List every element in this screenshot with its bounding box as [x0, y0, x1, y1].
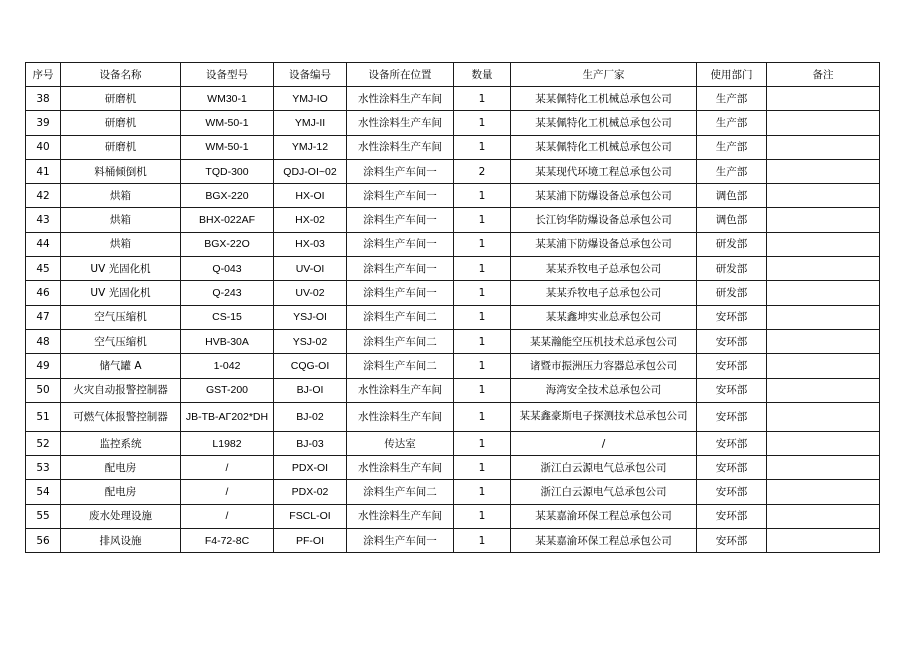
name-cell: 烘箱 [61, 232, 181, 256]
header-quantity: 数量 [454, 63, 511, 87]
department-cell: 研发部 [697, 232, 767, 256]
location-cell: 涂料生产车间一 [347, 257, 454, 281]
department-cell: 安环部 [697, 329, 767, 353]
code-cell: UV-OI [274, 257, 347, 281]
table-row [26, 232, 880, 256]
table-row [26, 378, 880, 402]
code-cell: BJ-02 [274, 402, 347, 431]
name-cell: 空气压缩机 [61, 329, 181, 353]
seq-cell: 54 [26, 480, 61, 504]
quantity-cell: 1 [454, 456, 511, 480]
manufacturer-cell: 浙江白云源电气总承包公司 [511, 456, 697, 480]
note-cell [767, 232, 880, 256]
seq-cell: 56 [26, 529, 61, 553]
location-cell: 涂料生产车间二 [347, 354, 454, 378]
model-cell: F4-72-8C [181, 529, 274, 553]
note-cell [767, 431, 880, 455]
quantity-cell: 1 [454, 329, 511, 353]
department-cell: 研发部 [697, 257, 767, 281]
manufacturer-cell: 浙江白云源电气总承包公司 [511, 480, 697, 504]
department-cell: 研发部 [697, 281, 767, 305]
note-cell [767, 135, 880, 159]
manufacturer-cell: 某某乔牧电子总承包公司 [511, 257, 697, 281]
location-cell: 水性涂料生产车间 [347, 504, 454, 528]
seq-cell: 49 [26, 354, 61, 378]
quantity-cell: 1 [454, 111, 511, 135]
model-cell: / [181, 480, 274, 504]
quantity-cell: 1 [454, 281, 511, 305]
manufacturer-cell: 某某乔牧电子总承包公司 [511, 281, 697, 305]
table-row [26, 87, 880, 111]
seq-cell: 48 [26, 329, 61, 353]
model-cell: BGX-22O [181, 232, 274, 256]
location-cell: 涂料生产车间二 [347, 480, 454, 504]
code-cell: YSJ-OI [274, 305, 347, 329]
model-cell: Q-043 [181, 257, 274, 281]
quantity-cell: 1 [454, 305, 511, 329]
name-cell: 研磨机 [61, 135, 181, 159]
manufacturer-cell: 某某鑫豪斯电子探测技术总承包公司 [511, 402, 697, 431]
name-cell: 研磨机 [61, 111, 181, 135]
table-row [26, 480, 880, 504]
manufacturer-cell: 某某瀚能空压机技术总承包公司 [511, 329, 697, 353]
department-cell: 调色部 [697, 184, 767, 208]
name-cell: 配电房 [61, 456, 181, 480]
code-cell: HX-OI [274, 184, 347, 208]
name-cell: 空气压缩机 [61, 305, 181, 329]
code-cell: HX-02 [274, 208, 347, 232]
quantity-cell: 1 [454, 354, 511, 378]
code-cell: CQG-OI [274, 354, 347, 378]
note-cell [767, 111, 880, 135]
location-cell: 水性涂料生产车间 [347, 135, 454, 159]
code-cell: BJ-OI [274, 378, 347, 402]
model-cell: WM30-1 [181, 87, 274, 111]
location-cell: 水性涂料生产车间 [347, 402, 454, 431]
code-cell: YMJ-II [274, 111, 347, 135]
note-cell [767, 305, 880, 329]
quantity-cell: 1 [454, 431, 511, 455]
location-cell: 水性涂料生产车间 [347, 87, 454, 111]
name-cell: 废水处理设施 [61, 504, 181, 528]
seq-cell: 38 [26, 87, 61, 111]
manufacturer-cell: 某某佩特化工机械总承包公司 [511, 135, 697, 159]
table-row [26, 504, 880, 528]
department-cell: 生产部 [697, 135, 767, 159]
table-row [26, 354, 880, 378]
manufacturer-cell: 某某现代环境工程总承包公司 [511, 159, 697, 183]
name-cell: 烘箱 [61, 184, 181, 208]
manufacturer-cell: 海湾安全技术总承包公司 [511, 378, 697, 402]
note-cell [767, 159, 880, 183]
department-cell: 安环部 [697, 480, 767, 504]
note-cell [767, 281, 880, 305]
quantity-cell: 1 [454, 257, 511, 281]
header-equipment-name: 设备名称 [61, 63, 181, 87]
model-cell: Q-243 [181, 281, 274, 305]
department-cell: 安环部 [697, 378, 767, 402]
department-cell: 调色部 [697, 208, 767, 232]
table-row [26, 431, 880, 455]
department-cell: 安环部 [697, 305, 767, 329]
note-cell [767, 378, 880, 402]
manufacturer-cell: 某某浦下防爆设备总承包公司 [511, 232, 697, 256]
location-cell: 涂料生产车间二 [347, 305, 454, 329]
model-cell: WM-50-1 [181, 111, 274, 135]
model-cell: HVB-30A [181, 329, 274, 353]
code-cell: UV-02 [274, 281, 347, 305]
code-cell: YMJ-IO [274, 87, 347, 111]
department-cell: 生产部 [697, 87, 767, 111]
code-cell: PDX-OI [274, 456, 347, 480]
code-cell: YSJ-02 [274, 329, 347, 353]
note-cell [767, 480, 880, 504]
note-cell [767, 456, 880, 480]
header-department: 使用部门 [697, 63, 767, 87]
table-body [26, 87, 880, 553]
seq-cell: 52 [26, 431, 61, 455]
department-cell: 安环部 [697, 402, 767, 431]
manufacturer-cell: 长江钧华防爆设备总承包公司 [511, 208, 697, 232]
quantity-cell: 1 [454, 402, 511, 431]
department-cell: 安环部 [697, 431, 767, 455]
department-cell: 生产部 [697, 159, 767, 183]
table-row [26, 329, 880, 353]
table-row [26, 456, 880, 480]
table-header-row [26, 63, 880, 87]
note-cell [767, 329, 880, 353]
quantity-cell: 1 [454, 135, 511, 159]
quantity-cell: 1 [454, 378, 511, 402]
seq-cell: 55 [26, 504, 61, 528]
seq-cell: 44 [26, 232, 61, 256]
model-cell: BHX-022AF [181, 208, 274, 232]
name-cell: 可燃气体报警控制器 [61, 402, 181, 431]
code-cell: HX-03 [274, 232, 347, 256]
seq-cell: 47 [26, 305, 61, 329]
table-row [26, 257, 880, 281]
model-cell: TQD-300 [181, 159, 274, 183]
name-cell: 储气罐 A [61, 354, 181, 378]
manufacturer-cell: 某某佩特化工机械总承包公司 [511, 111, 697, 135]
model-cell: WM-50-1 [181, 135, 274, 159]
manufacturer-cell: / [511, 431, 697, 455]
name-cell: UV 光固化机 [61, 257, 181, 281]
note-cell [767, 529, 880, 553]
location-cell: 水性涂料生产车间 [347, 378, 454, 402]
seq-cell: 51 [26, 402, 61, 431]
header-location: 设备所在位置 [347, 63, 454, 87]
quantity-cell: 1 [454, 208, 511, 232]
quantity-cell: 1 [454, 504, 511, 528]
quantity-cell: 1 [454, 529, 511, 553]
location-cell: 涂料生产车间一 [347, 184, 454, 208]
location-cell: 传达室 [347, 431, 454, 455]
code-cell: YMJ-12 [274, 135, 347, 159]
note-cell [767, 184, 880, 208]
model-cell: / [181, 504, 274, 528]
code-cell: FSCL-OI [274, 504, 347, 528]
location-cell: 涂料生产车间一 [347, 529, 454, 553]
model-cell: 1-042 [181, 354, 274, 378]
location-cell: 水性涂料生产车间 [347, 111, 454, 135]
note-cell [767, 504, 880, 528]
table-row [26, 208, 880, 232]
header-equipment-model: 设备型号 [181, 63, 274, 87]
table-row [26, 305, 880, 329]
department-cell: 生产部 [697, 111, 767, 135]
seq-cell: 42 [26, 184, 61, 208]
code-cell: PF-OI [274, 529, 347, 553]
location-cell: 涂料生产车间二 [347, 329, 454, 353]
manufacturer-cell: 某某佩特化工机械总承包公司 [511, 87, 697, 111]
manufacturer-cell: 某某嘉渝环保工程总承包公司 [511, 529, 697, 553]
note-cell [767, 402, 880, 431]
table-row [26, 402, 880, 431]
department-cell: 安环部 [697, 504, 767, 528]
seq-cell: 46 [26, 281, 61, 305]
quantity-cell: 1 [454, 184, 511, 208]
location-cell: 涂料生产车间一 [347, 208, 454, 232]
name-cell: 研磨机 [61, 87, 181, 111]
manufacturer-cell: 诸暨市振洲压力容器总承包公司 [511, 354, 697, 378]
manufacturer-cell: 某某鑫坤实业总承包公司 [511, 305, 697, 329]
manufacturer-cell: 某某浦下防爆设备总承包公司 [511, 184, 697, 208]
name-cell: 监控系统 [61, 431, 181, 455]
quantity-cell: 1 [454, 87, 511, 111]
model-cell: CS-15 [181, 305, 274, 329]
name-cell: 排风设施 [61, 529, 181, 553]
quantity-cell: 1 [454, 480, 511, 504]
header-note: 备注 [767, 63, 880, 87]
seq-cell: 39 [26, 111, 61, 135]
name-cell: 配电房 [61, 480, 181, 504]
table-row [26, 135, 880, 159]
location-cell: 涂料生产车间一 [347, 159, 454, 183]
name-cell: 火灾自动报警控制器 [61, 378, 181, 402]
model-cell: L1982 [181, 431, 274, 455]
location-cell: 涂料生产车间一 [347, 281, 454, 305]
location-cell: 水性涂料生产车间 [347, 456, 454, 480]
table-row [26, 111, 880, 135]
name-cell: UV 光固化机 [61, 281, 181, 305]
department-cell: 安环部 [697, 354, 767, 378]
table-row [26, 184, 880, 208]
note-cell [767, 208, 880, 232]
note-cell [767, 87, 880, 111]
code-cell: QDJ-OI~02 [274, 159, 347, 183]
seq-cell: 41 [26, 159, 61, 183]
header-manufacturer: 生产厂家 [511, 63, 697, 87]
model-cell: GST-200 [181, 378, 274, 402]
department-cell: 安环部 [697, 529, 767, 553]
seq-cell: 40 [26, 135, 61, 159]
name-cell: 料桶倾倒机 [61, 159, 181, 183]
manufacturer-cell: 某某嘉渝环保工程总承包公司 [511, 504, 697, 528]
model-cell: / [181, 456, 274, 480]
equipment-table [25, 62, 880, 553]
name-cell: 烘箱 [61, 208, 181, 232]
table-row [26, 529, 880, 553]
seq-cell: 45 [26, 257, 61, 281]
note-cell [767, 257, 880, 281]
table-row [26, 159, 880, 183]
code-cell: PDX-02 [274, 480, 347, 504]
code-cell: BJ-03 [274, 431, 347, 455]
seq-cell: 43 [26, 208, 61, 232]
header-equipment-code: 设备编号 [274, 63, 347, 87]
seq-cell: 53 [26, 456, 61, 480]
department-cell: 安环部 [697, 456, 767, 480]
seq-cell: 50 [26, 378, 61, 402]
model-cell: JB-TB-AΓ202*DH [181, 402, 274, 431]
header-seq: 序号 [26, 63, 61, 87]
note-cell [767, 354, 880, 378]
model-cell: BGX-220 [181, 184, 274, 208]
location-cell: 涂料生产车间一 [347, 232, 454, 256]
quantity-cell: 1 [454, 232, 511, 256]
table-row [26, 281, 880, 305]
quantity-cell: 2 [454, 159, 511, 183]
